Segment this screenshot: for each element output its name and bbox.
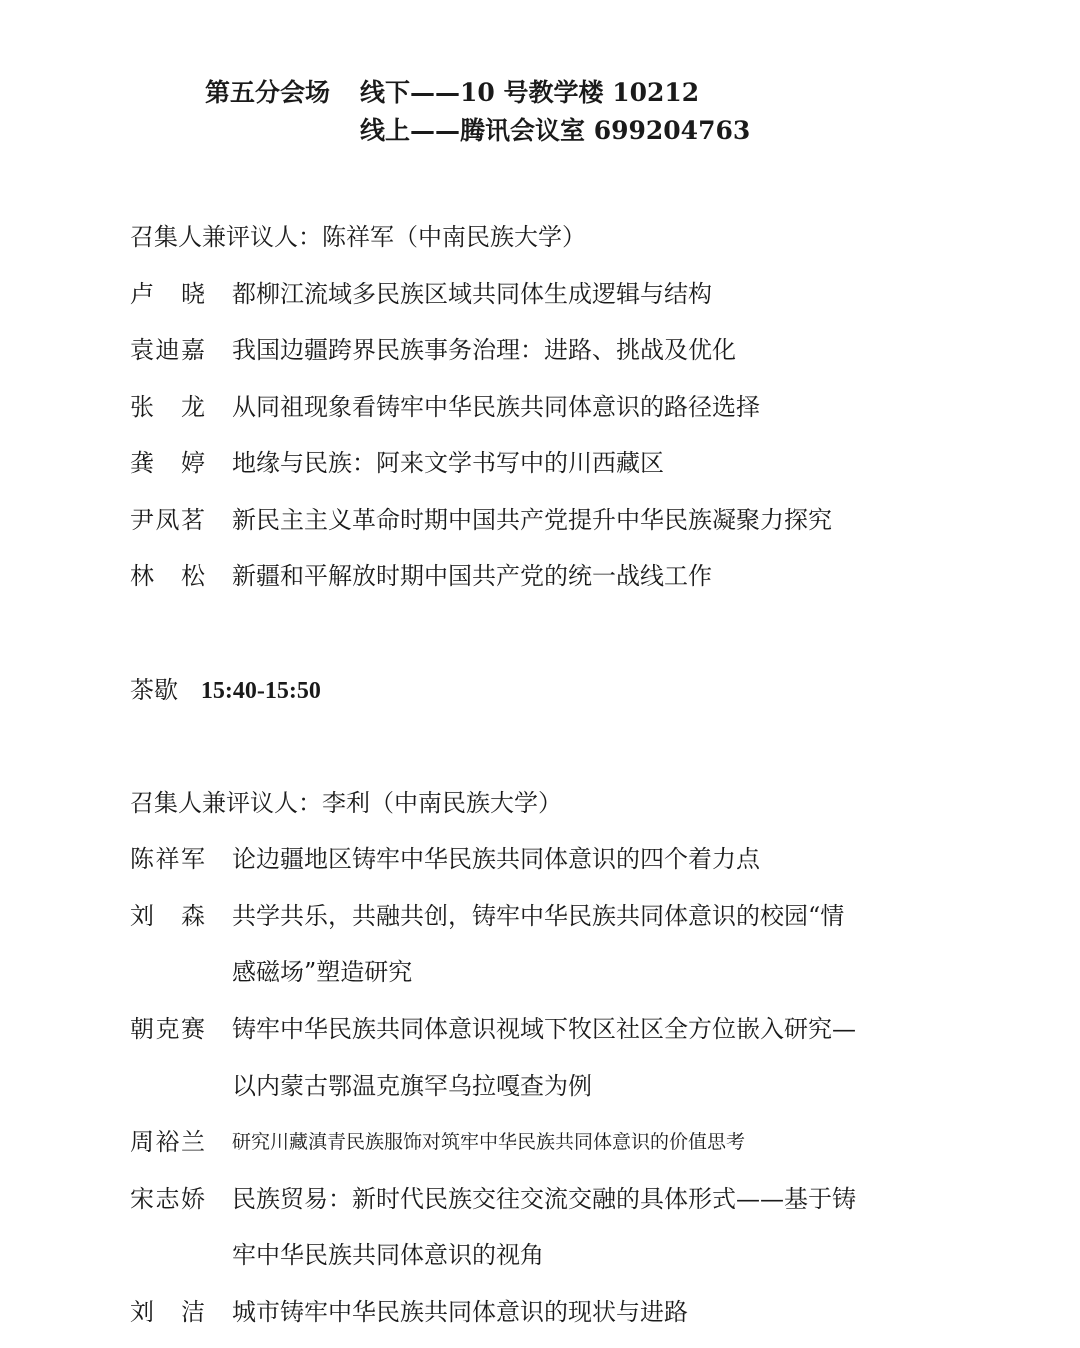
paper-title: 新民主主义革命时期中国共产党提升中华民族凝聚力探究: [232, 506, 832, 534]
tea-break-label: 茶歇: [130, 676, 178, 704]
paper-title: 共学共乐，共融共创，铸牢中华民族共同体意识的校园“情: [232, 902, 845, 930]
paper-row: [130, 505, 832, 535]
paper-title: 论边疆地区铸牢中华民族共同体意识的四个着力点: [232, 845, 760, 873]
paper-title: 从同祖现象看铸牢中华民族共同体意识的路径选择: [232, 393, 760, 421]
presenter-name: 周裕兰: [130, 1128, 205, 1156]
paper-title: 铸牢中华民族共同体意识视域下牧区社区全方位嵌入研究—: [232, 1015, 856, 1043]
paper-title-continued: 以内蒙古鄂温克旗罕乌拉嘎查为例: [232, 1072, 592, 1100]
paper-title: 城市铸牢中华民族共同体意识的现状与进路: [232, 1298, 688, 1326]
paper-title: 新疆和平解放时期中国共产党的统一战线工作: [232, 562, 712, 590]
presenter-name: 宋志娇: [130, 1185, 205, 1213]
paper-title: 都柳江流域多民族区域共同体生成逻辑与结构: [232, 280, 712, 308]
presenter-name: 林松: [130, 562, 205, 590]
paper-title: 地缘与民族：阿来文学书写中的川西藏区: [232, 449, 664, 477]
presenter-name: 袁迪嘉: [130, 336, 205, 364]
paper-title-continued: 牢中华民族共同体意识的视角: [232, 1241, 544, 1269]
paper-row: [130, 1127, 745, 1157]
paper-row: [130, 279, 712, 309]
presenter-name: 朝克赛: [130, 1015, 205, 1043]
presenter-name: 刘洁: [130, 1298, 205, 1326]
presenter-name: 卢晓: [130, 280, 205, 308]
venue-offline: 线下——10 号教学楼 10212: [360, 78, 700, 107]
session1-convener: 召集人兼评议人：陈祥军（中南民族大学）: [130, 223, 586, 251]
paper-title: 民族贸易：新时代民族交往交流交融的具体形式——基于铸: [232, 1185, 856, 1213]
paper-row: [130, 844, 760, 874]
paper-row: [130, 335, 736, 365]
paper-row: [130, 392, 760, 422]
paper-row: [130, 901, 844, 931]
presenter-name: 张龙: [130, 393, 205, 421]
tea-break-time: 15:40-15:50: [200, 678, 321, 704]
tea-break: [130, 675, 321, 706]
venue-offline-row: [205, 74, 750, 112]
presenter-name: 陈祥军: [130, 845, 205, 873]
paper-row: [130, 1297, 688, 1327]
paper-row: [130, 448, 664, 478]
venue-header: [205, 74, 750, 150]
presenter-name: 龚婷: [130, 449, 205, 477]
venue-online: 线上——腾讯会议室 699204763: [360, 116, 751, 145]
paper-row: [130, 561, 712, 591]
presenter-name: 刘森: [130, 902, 205, 930]
paper-title: 我国边疆跨界民族事务治理：进路、挑战及优化: [232, 336, 736, 364]
paper-row: [130, 1014, 856, 1044]
presenter-name: 尹凤茗: [130, 506, 205, 534]
venue-online-row: [205, 112, 750, 150]
paper-title-continued: 感磁场”塑造研究: [232, 958, 413, 986]
venue-label: 第五分会场: [205, 78, 331, 107]
session2-convener: 召集人兼评议人：李利（中南民族大学）: [130, 789, 562, 817]
paper-title: 研究川藏滇青民族服饰对筑牢中华民族共同体意识的价值思考: [232, 1131, 746, 1153]
paper-row: [130, 1184, 856, 1214]
